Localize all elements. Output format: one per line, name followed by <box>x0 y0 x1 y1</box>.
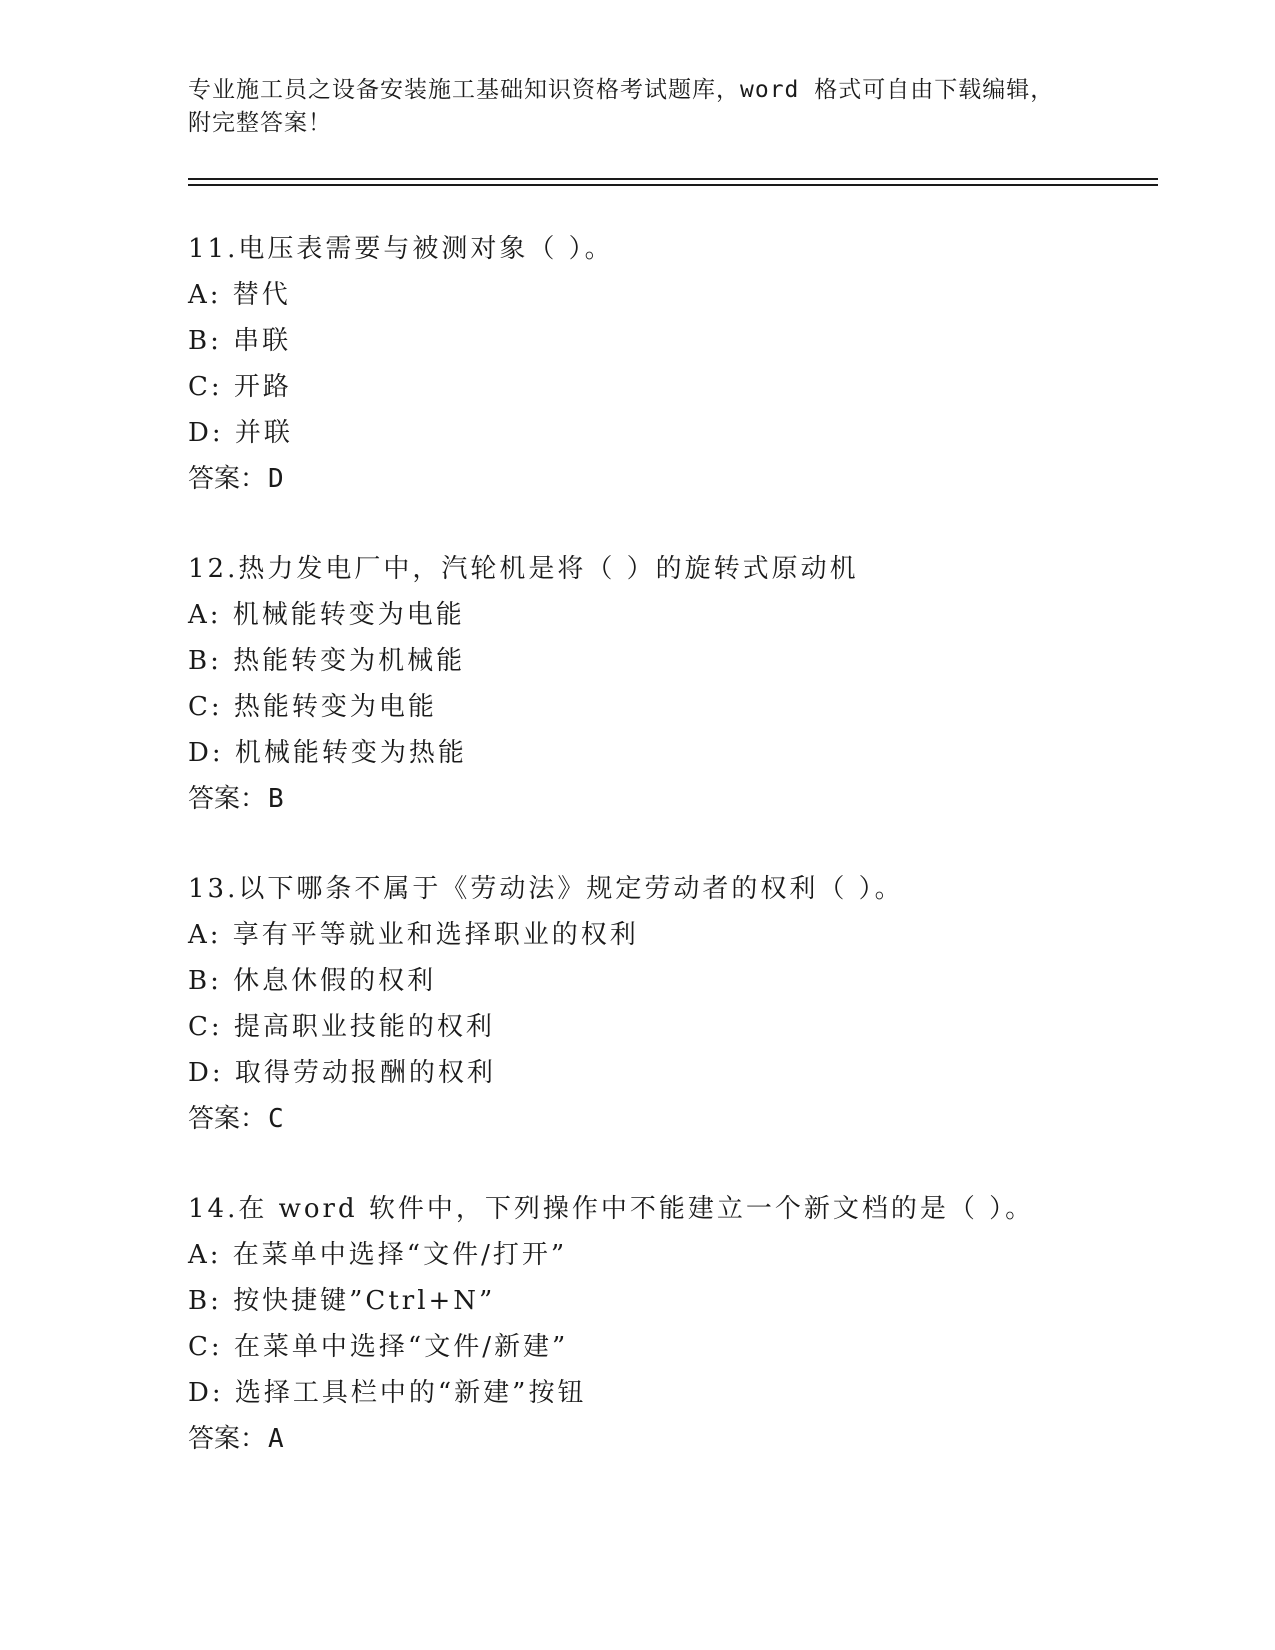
document-header <box>188 74 1088 140</box>
option-b: B: 按快捷键”Ctrl+N” <box>188 1286 496 1316</box>
option-c: C: 在菜单中选择“文件/新建” <box>188 1332 569 1362</box>
answer-line <box>188 776 1168 822</box>
option-a: A: 机械能转变为电能 <box>188 600 465 630</box>
question-12 <box>188 546 1168 822</box>
answer-label: 答案： <box>188 784 267 814</box>
question-13 <box>188 866 1168 1142</box>
option-d: D: 并联 <box>188 418 293 448</box>
option-d: D: 机械能转变为热能 <box>188 738 467 768</box>
question-title: 12.热力发电厂中，汽轮机是将（ ）的旋转式原动机 <box>188 554 859 584</box>
option-c: C: 热能转变为电能 <box>188 692 437 722</box>
option-c: C: 开路 <box>188 372 292 402</box>
header-line-1: 专业施工员之设备安装施工基础知识资格考试题库，word 格式可自由下载编辑， <box>188 77 1055 103</box>
question-title: 11.电压表需要与被测对象（ ）。 <box>188 234 614 264</box>
answer-value: B <box>268 784 284 814</box>
question-title: 14.在 word 软件中，下列操作中不能建立一个新文档的是（ ）。 <box>188 1194 1035 1224</box>
answer-value: A <box>268 1424 284 1454</box>
answer-value: D <box>268 464 284 494</box>
answer-line <box>188 456 1168 502</box>
option-b: B: 热能转变为机械能 <box>188 646 466 676</box>
question-11 <box>188 226 1168 502</box>
question-14 <box>188 1186 1168 1462</box>
option-c: C: 提高职业技能的权利 <box>188 1012 495 1042</box>
answer-line <box>188 1096 1168 1142</box>
option-a: A: 替代 <box>188 280 291 310</box>
answer-value: C <box>268 1104 284 1134</box>
option-a: A: 在菜单中选择“文件/打开” <box>188 1240 568 1270</box>
question-title: 13.以下哪条不属于《劳动法》规定劳动者的权利（ ）。 <box>188 874 904 904</box>
answer-label: 答案： <box>188 1424 267 1454</box>
option-d: D: 选择工具栏中的“新建”按钮 <box>188 1378 587 1408</box>
answer-line <box>188 1416 1168 1462</box>
header-divider-bottom <box>188 184 1158 186</box>
option-d: D: 取得劳动报酬的权利 <box>188 1058 496 1088</box>
option-b: B: 休息休假的权利 <box>188 966 437 996</box>
header-divider-top <box>188 178 1158 180</box>
answer-label: 答案： <box>188 464 267 494</box>
option-b: B: 串联 <box>188 326 292 356</box>
header-line-2: 附完整答案！ <box>188 110 332 136</box>
answer-label: 答案： <box>188 1104 267 1134</box>
option-a: A: 享有平等就业和选择职业的权利 <box>188 920 639 950</box>
